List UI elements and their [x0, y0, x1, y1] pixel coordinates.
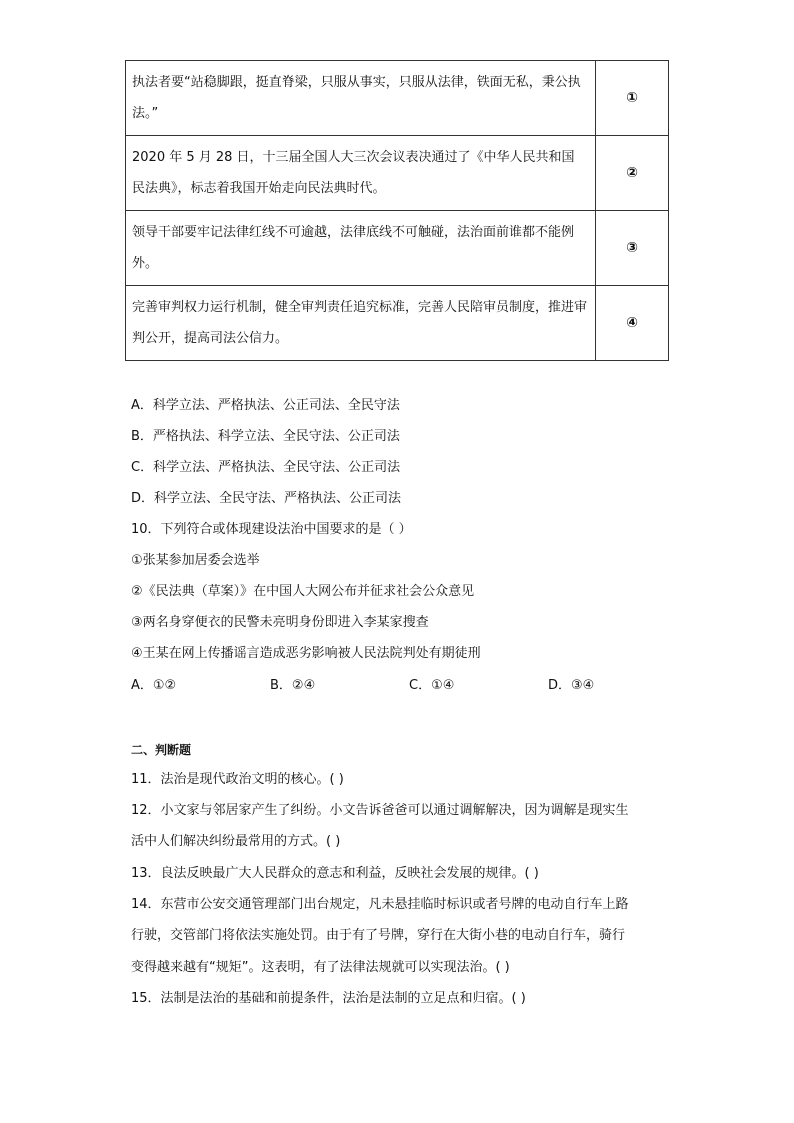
q14-line: 变得越来越有“规矩”。这表明，有了法律法规就可以实现法治。( ) — [131, 960, 510, 975]
q10-stem: 10．下列符合或体现建设法治中国要求的是（ ） — [131, 522, 412, 537]
table-cell-number: ① — [596, 61, 669, 136]
q10-item: ②《民法典（草案）》在中国人大网公布并征求社会公众意见 — [131, 584, 475, 599]
q13-line: 13．良法反映最广大人民群众的意志和利益，反映社会发展的规律。( ) — [131, 866, 539, 881]
section-title: 二、判断题 — [131, 743, 192, 757]
table-cell-number: ② — [596, 136, 669, 211]
table-row — [126, 61, 669, 136]
q10-item: ①张某参加居委会选举 — [131, 553, 260, 568]
q11-line: 11．法治是现代政治文明的核心。( ) — [131, 772, 344, 787]
q10-option-a: A．①② — [131, 678, 177, 693]
q14-line: 行驶，交管部门将依法实施处罚。由于有了号牌，穿行在大街小巷的电动自行车，骑行 — [131, 928, 626, 943]
table-row — [126, 136, 669, 211]
table-cell-number: ④ — [596, 286, 669, 361]
q15-line: 15．法制是法治的基础和前提条件，法治是法制的立足点和归宿。( ) — [131, 991, 526, 1006]
q12-line: 活中人们解决纠纷最常用的方式。( ) — [131, 834, 341, 849]
q9-option-c: C．科学立法、严格执法、全民守法、公正司法 — [131, 460, 401, 475]
q10-option-b: B．②④ — [270, 678, 316, 693]
table-cell-text: 完善审判权力运行机制，健全审判责任追究标准，完善人民陪审员制度，推进审判公开，提高司法公信力。 — [126, 286, 596, 361]
table-row — [126, 286, 669, 361]
q9-option-d: D．科学立法、全民守法、严格执法、公正司法 — [131, 491, 402, 506]
q9-option-b: B．严格执法、科学立法、全民守法、公正司法 — [131, 429, 400, 444]
q14-line: 14．东营市公安交通管理部门出台规定，凡未悬挂临时标识或者号牌的电动自行车上路 — [131, 897, 629, 912]
q9-option-a: A．科学立法、严格执法、公正司法、全民守法 — [131, 398, 400, 413]
table-cell-text: 2020 年 5 月 28 日，十三届全国人大三次会议表决通过了《中华人民共和国民法典》，标志着我国开始走向民法典时代。 — [126, 136, 596, 211]
q12-line: 12．小文家与邻居家产生了纠纷。小文告诉爸爸可以通过调解解决，因为调解是现实生 — [131, 803, 629, 818]
table-cell-number: ③ — [596, 211, 669, 286]
q10-option-c: C．①④ — [409, 678, 455, 693]
table-cell-text: 领导干部要牢记法律红线不可逾越，法律底线不可触碰，法治面前谁都不能例外。 — [126, 211, 596, 286]
table-row — [126, 211, 669, 286]
table-cell-text: 执法者要“站稳脚跟，挺直脊梁，只服从事实，只服从法律，铁面无私，秉公执法。” — [126, 61, 596, 136]
q10-item: ③两名身穿便衣的民警未亮明身份即进入李某家搜查 — [131, 615, 429, 630]
q10-option-d: D．③④ — [548, 678, 595, 693]
q10-item: ④王某在网上传播谣言造成恶劣影响被人民法院判处有期徒刑 — [131, 646, 481, 661]
q9-material-table — [125, 60, 669, 361]
